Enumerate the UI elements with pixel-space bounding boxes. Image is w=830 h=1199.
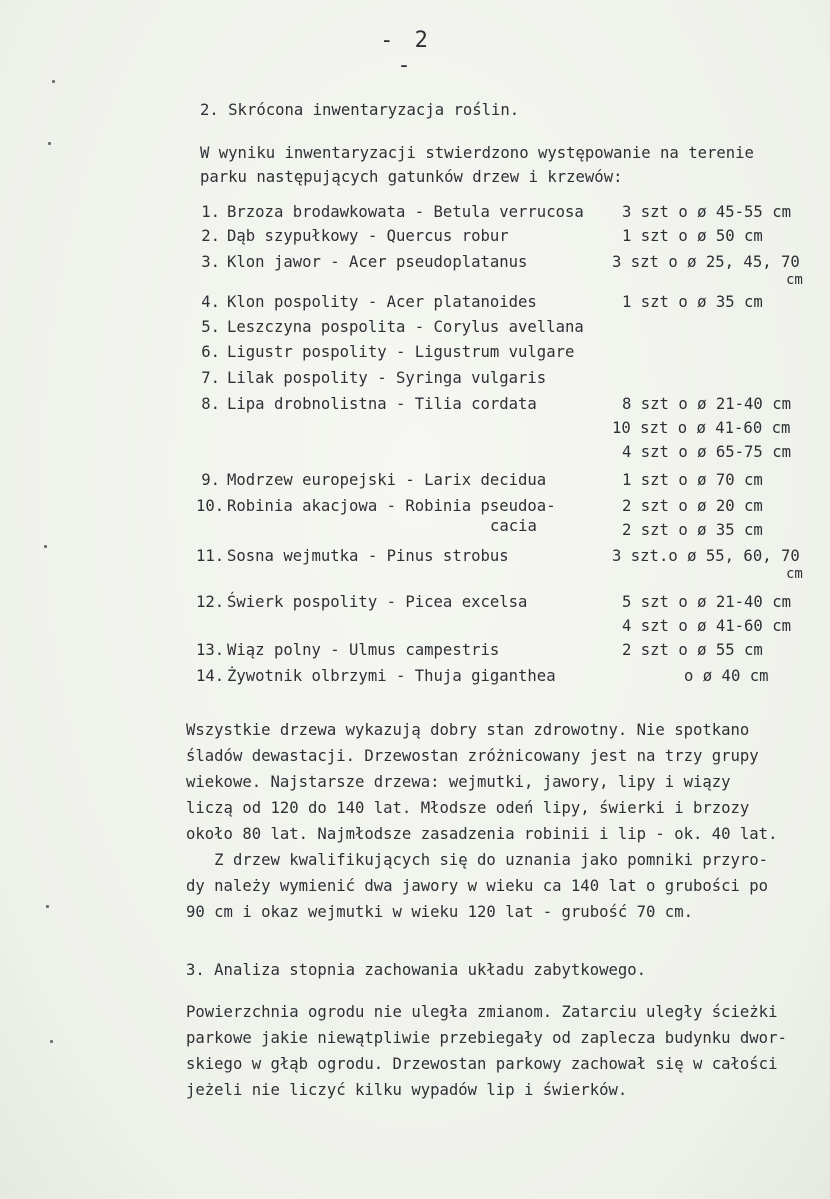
inventory-number: 8. (201, 395, 220, 413)
inventory-number: 9. (201, 471, 220, 489)
inventory-row (0, 394, 830, 461)
paragraph-line: skiego w głąb ogrodu. Drzewostan parkowy zachował się w całości (186, 1055, 778, 1073)
unit-continuation: cm (786, 272, 803, 288)
species-name: Lipa drobnolistna - Tilia cordata (227, 395, 537, 413)
species-name: Żywotnik olbrzymi - Thuja giganthea (227, 667, 556, 685)
inventory-number: 13. (196, 641, 225, 659)
inventory-row (0, 202, 830, 222)
inventory-row (0, 470, 830, 490)
species-name: Modrzew europejski - Larix decidua (227, 471, 547, 489)
species-name: Brzoza brodawkowata - Betula verrucosa (227, 203, 584, 221)
tree-count-diameter: 4 szt o ø 65-75 cm (622, 443, 791, 461)
inventory-number: 2. (201, 227, 220, 245)
tree-count-diameter: o ø 40 cm (684, 667, 769, 685)
paragraph-line: około 80 lat. Najmłodsze zasadzenia robinii i lip - ok. 40 lat. (186, 825, 778, 843)
paragraph-line: wiekowe. Najstarsze drzewa: wejmutki, jawory, lipy i wiązy (186, 773, 731, 791)
inventory-row (0, 666, 830, 686)
inventory-number: 3. (201, 253, 220, 271)
edge-mark (46, 905, 49, 908)
tree-count-diameter: 4 szt o ø 41-60 cm (622, 617, 791, 635)
tree-count-diameter: 2 szt o ø 55 cm (622, 641, 763, 659)
section-2-heading: 2. Skrócona inwentaryzacja roślin. (200, 101, 520, 119)
intro-line: parku następujących gatunków drzew i krzewów: (200, 168, 623, 186)
species-name: Klon jawor - Acer pseudoplatanus (227, 253, 528, 271)
inventory-row (0, 640, 830, 660)
species-name: Lilak pospolity - Syringa vulgaris (227, 369, 547, 387)
tree-count-diameter: 3 szt.o ø 55, 60, 70 (612, 547, 800, 565)
tree-count-diameter: 8 szt o ø 21-40 cm (622, 395, 791, 413)
paragraph-line: liczą od 120 do 140 lat. Młodsze odeń lipy, świerki i brzozy (186, 799, 750, 817)
inventory-row (0, 592, 830, 635)
inventory-row (0, 368, 830, 388)
inventory-row (0, 496, 830, 539)
species-name: Wiąz polny - Ulmus campestris (227, 641, 500, 659)
species-name-continuation: cacia (490, 517, 537, 535)
inventory-number: 7. (201, 369, 220, 387)
species-name: Sosna wejmutka - Pinus strobus (227, 547, 509, 565)
species-name: Świerk pospolity - Picea excelsa (227, 593, 528, 611)
species-name: Ligustr pospolity - Ligustrum vulgare (227, 343, 575, 361)
inventory-number: 14. (196, 667, 225, 685)
inventory-row (0, 292, 830, 312)
species-name: Klon pospolity - Acer platanoides (227, 293, 537, 311)
inventory-number: 10. (196, 497, 225, 515)
inventory-row (0, 342, 830, 362)
paragraph-line: Wszystkie drzewa wykazują dobry stan zdrowotny. Nie spotkano (186, 721, 750, 739)
paragraph-line: Z drzew kwalifikujących się do uznania jako pomniki przyro- (186, 851, 769, 869)
edge-mark (48, 142, 51, 145)
species-name: Leszczyna pospolita - Corylus avellana (227, 318, 584, 336)
tree-count-diameter: 1 szt o ø 35 cm (622, 293, 763, 311)
section-3-heading: 3. Analiza stopnia zachowania układu zabytkowego. (186, 961, 647, 979)
page-number: - 2 - (380, 28, 432, 78)
paragraph-line: parkowe jakie niewątpliwie przebiegały od zaplecza budynku dwor- (186, 1029, 787, 1047)
paragraph-line: dy należy wymienić dwa jawory w wieku ca 140 lat o grubości po (186, 877, 769, 895)
tree-count-diameter: 1 szt o ø 50 cm (622, 227, 763, 245)
paragraph-line: Powierzchnia ogrodu nie uległa zmianom. Zatarciu uległy ścieżki (186, 1003, 778, 1021)
edge-mark (52, 80, 55, 83)
inventory-number: 11. (196, 547, 225, 565)
inventory-row (0, 226, 830, 246)
species-name: Robinia akacjowa - Robinia pseudoa- (227, 497, 556, 515)
tree-count-diameter: 2 szt o ø 35 cm (622, 521, 763, 539)
tree-count-diameter: 3 szt o ø 25, 45, 70 (612, 253, 800, 271)
tree-count-diameter: 2 szt o ø 20 cm (622, 497, 763, 515)
tree-count-diameter: 1 szt o ø 70 cm (622, 471, 763, 489)
paragraph-line: 90 cm i okaz wejmutki w wieku 120 lat - grubość 70 cm. (186, 903, 693, 921)
paragraph-line: śladów dewastacji. Drzewostan zróżnicowany jest na trzy grupy (186, 747, 759, 765)
inventory-number: 1. (201, 203, 220, 221)
inventory-number: 6. (201, 343, 220, 361)
tree-count-diameter: 10 szt o ø 41-60 cm (612, 419, 791, 437)
tree-count-diameter: 3 szt o ø 45-55 cm (622, 203, 791, 221)
inventory-row (0, 317, 830, 337)
edge-mark (50, 1040, 53, 1043)
inventory-row (0, 252, 830, 288)
inventory-number: 5. (201, 318, 220, 336)
inventory-row (0, 546, 830, 582)
paragraph-line: jeżeli nie liczyć kilku wypadów lip i świerków. (186, 1081, 628, 1099)
inventory-number: 4. (201, 293, 220, 311)
unit-continuation: cm (786, 566, 803, 582)
tree-count-diameter: 5 szt o ø 21-40 cm (622, 593, 791, 611)
inventory-number: 12. (196, 593, 225, 611)
species-name: Dąb szypułkowy - Quercus robur (227, 227, 509, 245)
intro-line: W wyniku inwentaryzacji stwierdzono występowanie na terenie (200, 144, 754, 162)
